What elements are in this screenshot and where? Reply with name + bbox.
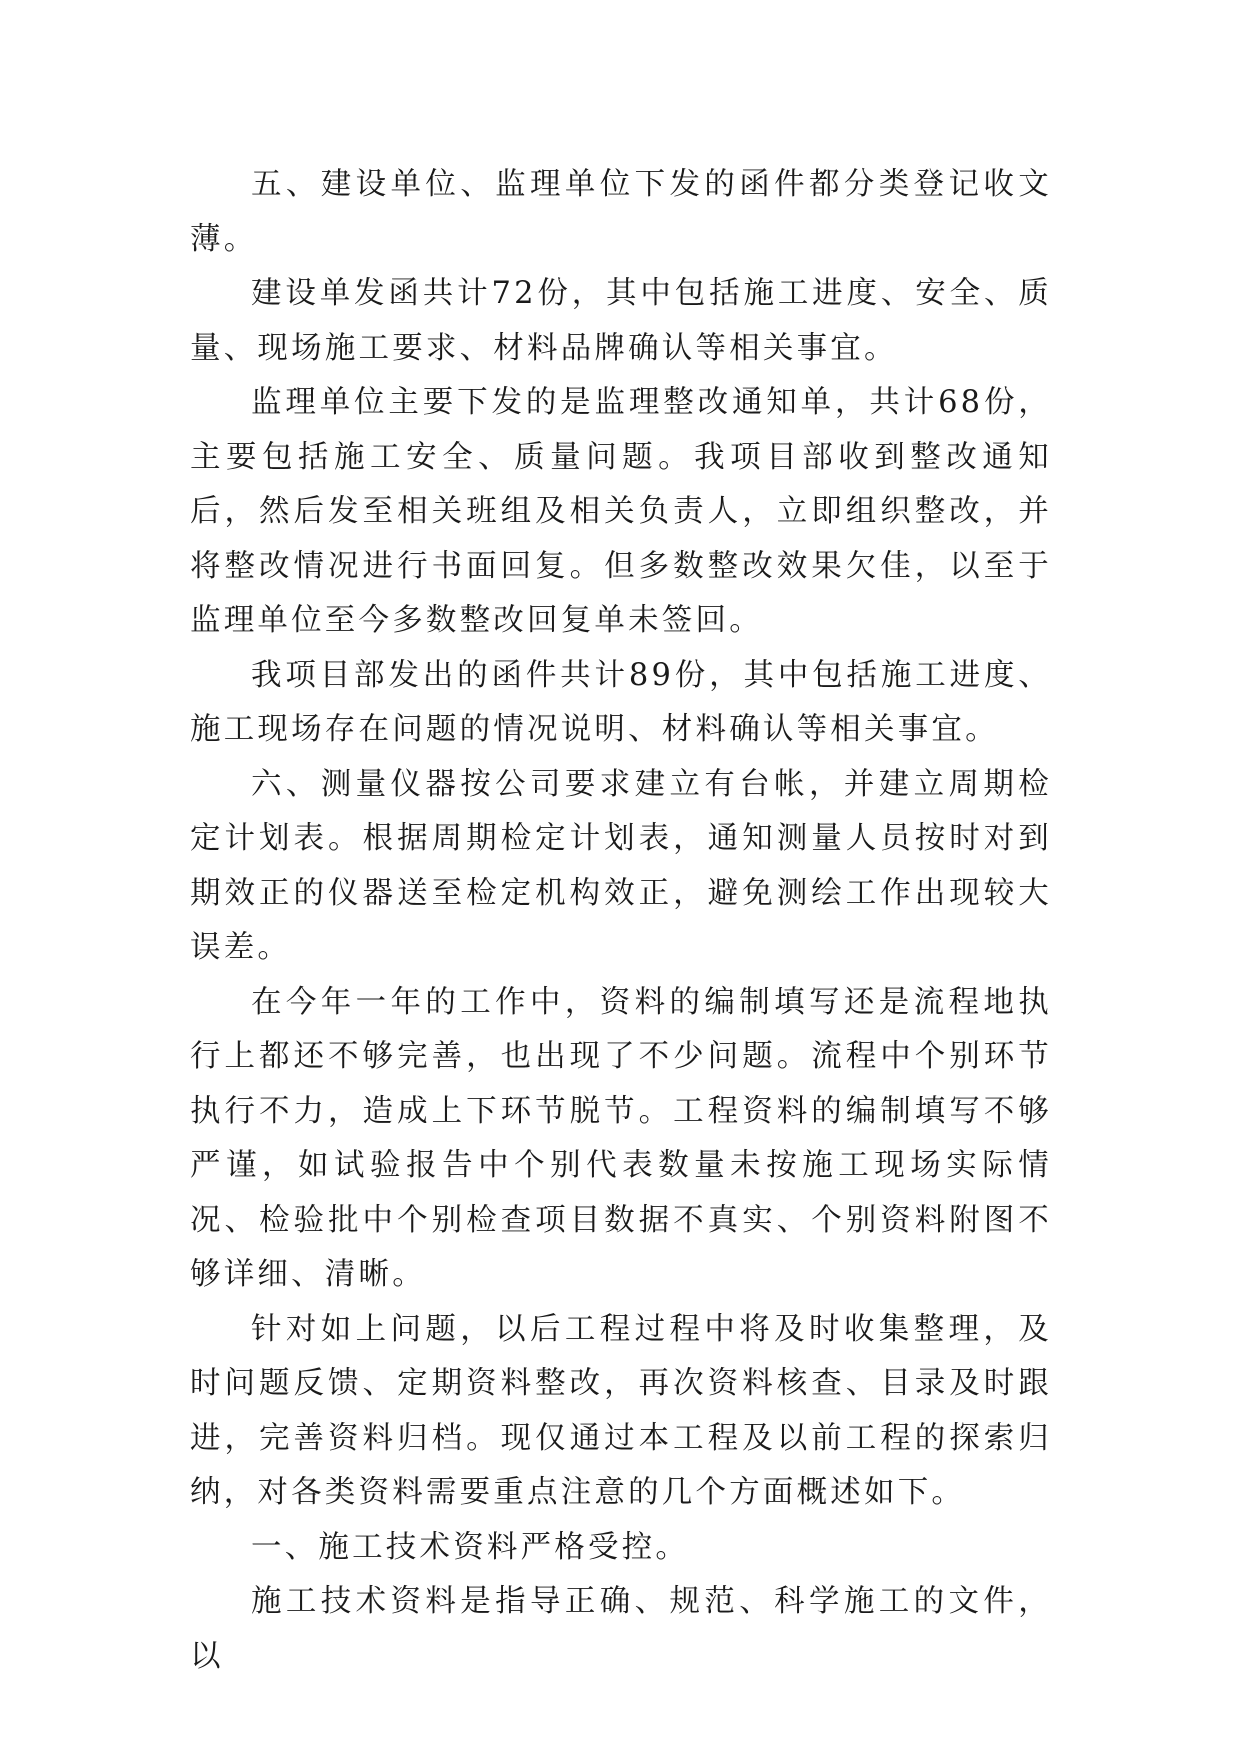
paragraph-outgoing-letters: 我项目部发出的函件共计89份，其中包括施工进度、施工现场存在问题的情况说明、材料确认等相关事宜。: [190, 657, 1052, 747]
paragraph-section-five: 五、建设单位、监理单位下发的函件都分类登记收文薄。: [190, 167, 1052, 257]
paragraph-item-one-heading: 一、施工技术资料严格受控。: [251, 1529, 690, 1565]
paragraph-section-six: 六、测量仪器按公司要求建立有台帐，并建立周期检定计划表。根据周期检定计划表，通知测量人员按时对到期效正的仪器送至检定机构效正，避免测绘工作出现较大误差。: [190, 766, 1052, 965]
document-body: [190, 158, 1052, 1684]
paragraph-improvement-measures: 针对如上问题，以后工程过程中将及时收集整理，及时问题反馈、定期资料整改，再次资料核查、目录及时跟进，完善资料归档。现仅通过本工程及以前工程的探索归纳，对各类资料需要重点注意的几个方面概述如下。: [190, 1311, 1052, 1510]
paragraph-annual-problems: 在今年一年的工作中，资料的编制填写还是流程地执行上都还不够完善，也出现了不少问题。流程中个别环节执行不力，造成上下环节脱节。工程资料的编制填写不够严谨，如试验报告中个别代表数量未按施工现场实际情况、检验批中个别检查项目数据不真实、个别资料附图不够详细、清晰。: [190, 984, 1052, 1292]
paragraph-construction-letters: 建设单发函共计72份，其中包括施工进度、安全、质量、现场施工要求、材料品牌确认等相关事宜。: [190, 276, 1052, 366]
paragraph-technical-materials: 施工技术资料是指导正确、规范、科学施工的文件，以: [190, 1584, 1052, 1674]
paragraph-supervision-notices: 监理单位主要下发的是监理整改通知单，共计68份，主要包括施工安全、质量问题。我项目部收到整改通知后，然后发至相关班组及相关负责人，立即组织整改，并将整改情况进行书面回复。但多数整改效果欠佳，以至于监理单位至今多数整改回复单未签回。: [190, 385, 1052, 638]
